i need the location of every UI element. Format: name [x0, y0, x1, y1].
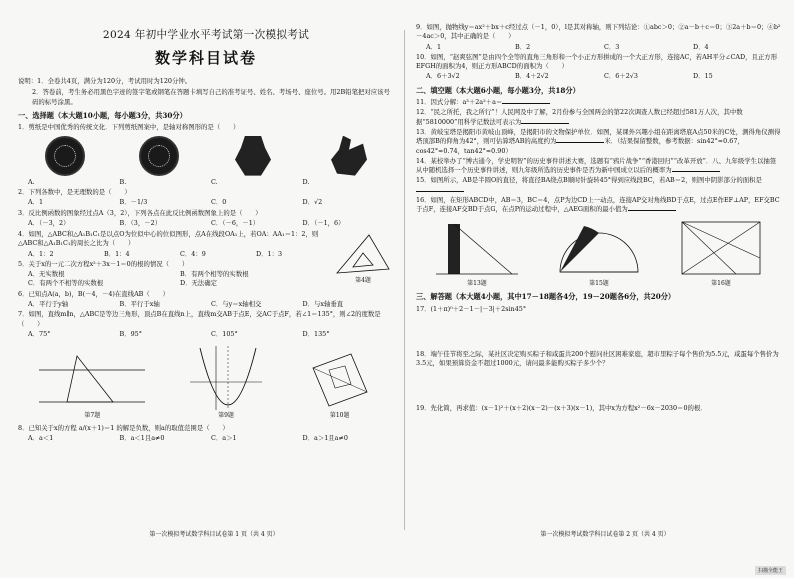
- q5-option-a: A．无实数根: [28, 270, 65, 279]
- question-4: 4．如图，△ABC和△A₁B₁C₁是以点O为位似中心的位似图形，点A在线段OA₁上，若OA：AA₁＝1：2，则△ABC和△A₁B₁C₁的周长之比为（ ）: [18, 230, 319, 248]
- figure-q16: [676, 218, 766, 289]
- figure-q13: [432, 218, 522, 289]
- figure-q4: [332, 229, 394, 289]
- q6-option-c: C．与y＝x轴相交: [211, 300, 262, 309]
- q5-option-b: B．有两个相等的实数根: [180, 270, 249, 279]
- q7-options: [28, 330, 394, 339]
- section-fill-blank: 二、填空题（本大题6小题，每小题3分，共18分）: [416, 85, 580, 95]
- q9-option-a: A．1: [426, 42, 442, 51]
- question-6: 6．已知点A(a，b)，B(－4，－4)在直线AB（ ）: [18, 289, 169, 298]
- q14-text: 14．某校举办了“博古通今，学史明智”的历史事件讲述大赛，选题有“鸦片战争”“香港回归”“改革开放”．八、九年级学生以抽签从中随机选择一个历史事件讲述，则九年级所选的历史事件是否为新中国成立以后的概率为: [416, 156, 777, 175]
- q2-option-c: C．0: [211, 198, 227, 207]
- q3-option-d: D．（－1，6）: [302, 218, 345, 227]
- page-1-footer: 第一次模拟考试数学科目试卷第 1 页（共 4 页）: [149, 531, 279, 539]
- question-7: 7．如图，直线m∥n，△ABC是等边三角形，顶点B在直线n上，直线m交AB于点E，交AC于点F，若∠1＝135°，则∠2的度数是（ ）: [18, 310, 381, 328]
- q13-text: 13．黄岐宝塔是揭阳市黄岐山顶峰，是揭阳市的文物保护单位．如图，某课外兴趣小组在距离塔底A点50米的C处，测得角仪测得塔顶部B的仰角为42°，则可估算塔AB的高度约为: [416, 127, 781, 146]
- caption-q9: 第9题: [218, 412, 234, 420]
- q15-text: 15．如图所示，AB是半圆O的直径，将直径BA绕点B顺时针旋转45°得到应线段BC，若AB＝2，则图中阴影部分的面积是: [416, 176, 762, 185]
- q4-option-b: B．1：4: [104, 249, 130, 258]
- page-2: [410, 22, 788, 542]
- q3-options: [28, 219, 394, 228]
- q6-option-a: A．平行于y轴: [28, 300, 69, 309]
- q12-text: 12．“民之所托，我之所行”！人民网及中了解，2月份参与全国两会的第22次调查人数已经超过581万人次，其中数据“5810000”用科学记数法可表示为: [416, 108, 743, 126]
- scanner-watermark: 扫描全能王: [755, 566, 786, 575]
- q10-option-d: D．15: [693, 72, 713, 81]
- q8-option-c: C．a＞1: [211, 434, 237, 443]
- question-16: [416, 196, 782, 215]
- q9-option-c: C．3: [604, 42, 620, 51]
- figure-q7: [37, 352, 147, 421]
- caption-q10: 第10题: [329, 412, 350, 420]
- q16-text: 16．如图，在矩形ABCD中，AB＝3，BC＝4，点P为边CD上一动点，连接AP交对角线BD于点E，过点E作EF⊥AP，EF交BC于点F，连接AF交BD于点G，在点P的运动过程中，△AEG面积的最小值为: [416, 195, 780, 214]
- figures-row-2: [416, 218, 782, 289]
- figure-q9: [186, 342, 266, 421]
- q6-options: [28, 300, 394, 309]
- q6-option-b: B．平行于x轴: [119, 300, 160, 309]
- exam-title: 2024 年初中学业水平考试第一次模拟考试: [102, 29, 310, 41]
- q7-option-c: C．105°: [211, 329, 238, 338]
- q3-option-a: A．（－3，2）: [28, 218, 70, 227]
- q1-option-a: A.: [28, 177, 35, 186]
- parallel-lines-triangle-figure: [37, 352, 147, 412]
- answer-space-18: [416, 369, 782, 403]
- q8-option-d: D．a＞1且a≠0: [302, 434, 348, 443]
- question-19: 19．先化简，再求值：(x－1)²＋(x＋2)(x－2)－(x＋3)(x－1)，其中x为方程x²－6x－2030＝0的根．: [416, 404, 707, 413]
- question-11: [416, 98, 782, 107]
- caption-q15: 第15题: [589, 279, 609, 287]
- question-14: [416, 157, 782, 176]
- q10-option-b: B．4＋2√2: [515, 72, 549, 81]
- q8-option-a: A．a＜1: [28, 434, 54, 443]
- q7-option-a: A．75°: [28, 329, 51, 338]
- q1-option-b: B.: [119, 177, 127, 186]
- zhao-shuang-square-figure: [305, 348, 375, 412]
- answer-blank: [521, 123, 569, 124]
- question-13: [416, 128, 782, 156]
- q11-text: 11．因式分解：a³＋2a²＋a＝: [416, 98, 503, 107]
- answer-space-17: [416, 315, 782, 349]
- question-17: 17．(1＋π)⁰＋2－1－|－3|＋2sin45°: [416, 304, 527, 313]
- q2-option-a: A．1: [28, 198, 44, 207]
- q9-option-b: B．2: [515, 42, 531, 51]
- page-1: [10, 22, 402, 542]
- q10-options: [426, 72, 782, 81]
- page-2-footer: 第一次模拟考试数学科目试卷第 2 页（共 4 页）: [540, 531, 670, 539]
- q4-options: [28, 250, 332, 259]
- question-10: 10．如图，“赵爽弦图”是由四个全等的直角三角形和一个小正方形拼成的一个大正方形，连接AC，若AH平分∠CAD，且正方形EFGH的面积为4，则正方形ABCD的面积为（ ）: [416, 52, 778, 71]
- q9-option-d: D．4: [693, 42, 709, 51]
- q3-option-c: C．（－6，－1）: [211, 218, 260, 227]
- caption-q13: 第13题: [467, 279, 487, 287]
- q1-images: [18, 136, 394, 176]
- answer-blank: [672, 171, 720, 172]
- q10-option-a: A．6＋3√2: [426, 72, 460, 81]
- q5-option-d: D．无法确定: [180, 279, 218, 288]
- q1-options: [28, 178, 394, 187]
- q10-option-c: C．6＋2√3: [604, 72, 638, 81]
- answer-blank: [502, 103, 550, 104]
- q4-option-d: D．1：3: [256, 249, 283, 258]
- papercut-tiger-image: [45, 136, 85, 176]
- q3-option-b: B．（3，－2）: [119, 218, 162, 227]
- caption-q4: 第4题: [355, 277, 371, 285]
- section-choice: 一、选择题（本大题10小题，每小题3分，共30分）: [18, 110, 187, 120]
- q6-option-d: D．与x轴垂直: [302, 300, 344, 309]
- q8-options: [28, 434, 394, 443]
- caption-q16: 第16题: [711, 279, 731, 287]
- answer-blank: [416, 191, 464, 192]
- similar-triangles-figure: [333, 229, 393, 277]
- q2-option-d: D．√2: [302, 198, 323, 207]
- page-divider: [404, 30, 405, 530]
- question-12: [416, 108, 782, 127]
- question-3: 3．反比例函数的图象经过点A（3，2），下列各点在此反比例函数图象上的是（ ）: [18, 208, 262, 217]
- q5-options: [28, 270, 332, 289]
- figures-row: [18, 342, 394, 421]
- q7-option-b: B．95°: [119, 329, 142, 338]
- answer-blank: [628, 210, 676, 211]
- question-18: 18．端午佳节将至之际，某社区决定购买粽子和咸蛋共200个慰问社区困难家庭，超市里粽子每个售价为5.5元，咸蛋每个售价为3.5元，如果预算资金不超过1000元，请问最多能购买粽子多少个？: [416, 349, 779, 368]
- rectangle-figure: [676, 218, 766, 280]
- q2-options: [28, 198, 394, 207]
- question-5: 5．关于x的一元二次方程x²＋3x－1＝0的根的情况（ ）: [18, 259, 189, 268]
- semicircle-figure: [554, 218, 644, 280]
- figure-q15: [554, 218, 644, 289]
- pagoda-figure: [432, 218, 522, 280]
- answer-blank: [556, 142, 604, 143]
- q5-option-c: C．有两个不相等的实数根: [28, 279, 104, 288]
- q13-text-end: 米．（结果保留整数，参考数据：sin42°≈0.67，cos42°≈0.74，tan42°≈0.90）: [416, 137, 744, 155]
- papercut-vase-image: [233, 136, 273, 176]
- q2-option-b: B．－1/3: [119, 198, 148, 207]
- q9-options: [426, 43, 782, 52]
- papercut-pattern-image: [139, 136, 179, 176]
- q8-option-b: B．a＜1且a≠0: [119, 434, 165, 443]
- section-solve: 三、解答题（本大题4小题，其中17－18题各4分，19－20题各6分，共20分）: [416, 292, 676, 302]
- papercut-rooster-image: [327, 136, 367, 176]
- question-1: 1．剪纸是中国优秀的传统文化．下列剪纸图案中，是轴对称图形的是（ ）: [18, 123, 240, 132]
- note-1: 说明：1．全卷共4页，满分为120分，考试用时为120分钟。: [18, 77, 192, 86]
- question-9: 9．如图，抛物线y＝ax²＋bx＋c经过点（－1，0），l是其对称轴，则下列结论：①abc＞0；②a－b＋c＝0；③2a＋b＝0；④b²－4ac＞0，其中正确的是（ ）: [416, 23, 781, 41]
- q4-option-a: A．1：2: [28, 249, 54, 258]
- note-2: 2．答卷前，考生务必用黑色字迹的签字笔或钢笔在答题卡填写自己的准考证号、姓名、考场号、座位号。用2B铅笔把对应该号码的标号涂黑。: [32, 88, 390, 106]
- question-2: 2．下列各数中，是无理数的是（ ）: [18, 187, 131, 196]
- q7-option-d: D．135°: [302, 329, 330, 338]
- caption-q7: 第7题: [84, 412, 101, 420]
- q4-option-c: C．4：9: [180, 249, 206, 258]
- question-8: 8．已知关于x的方程 a/(x＋1)＝1 的解是负数，则a的取值范围是（ ）: [18, 423, 229, 432]
- figure-q10: [305, 348, 375, 421]
- parabola-figure: [186, 342, 266, 412]
- subject-title: 数学科目试卷: [154, 49, 257, 68]
- question-15: [416, 176, 782, 195]
- q1-option-c: C.: [211, 177, 218, 186]
- q1-option-d: D.: [302, 177, 310, 186]
